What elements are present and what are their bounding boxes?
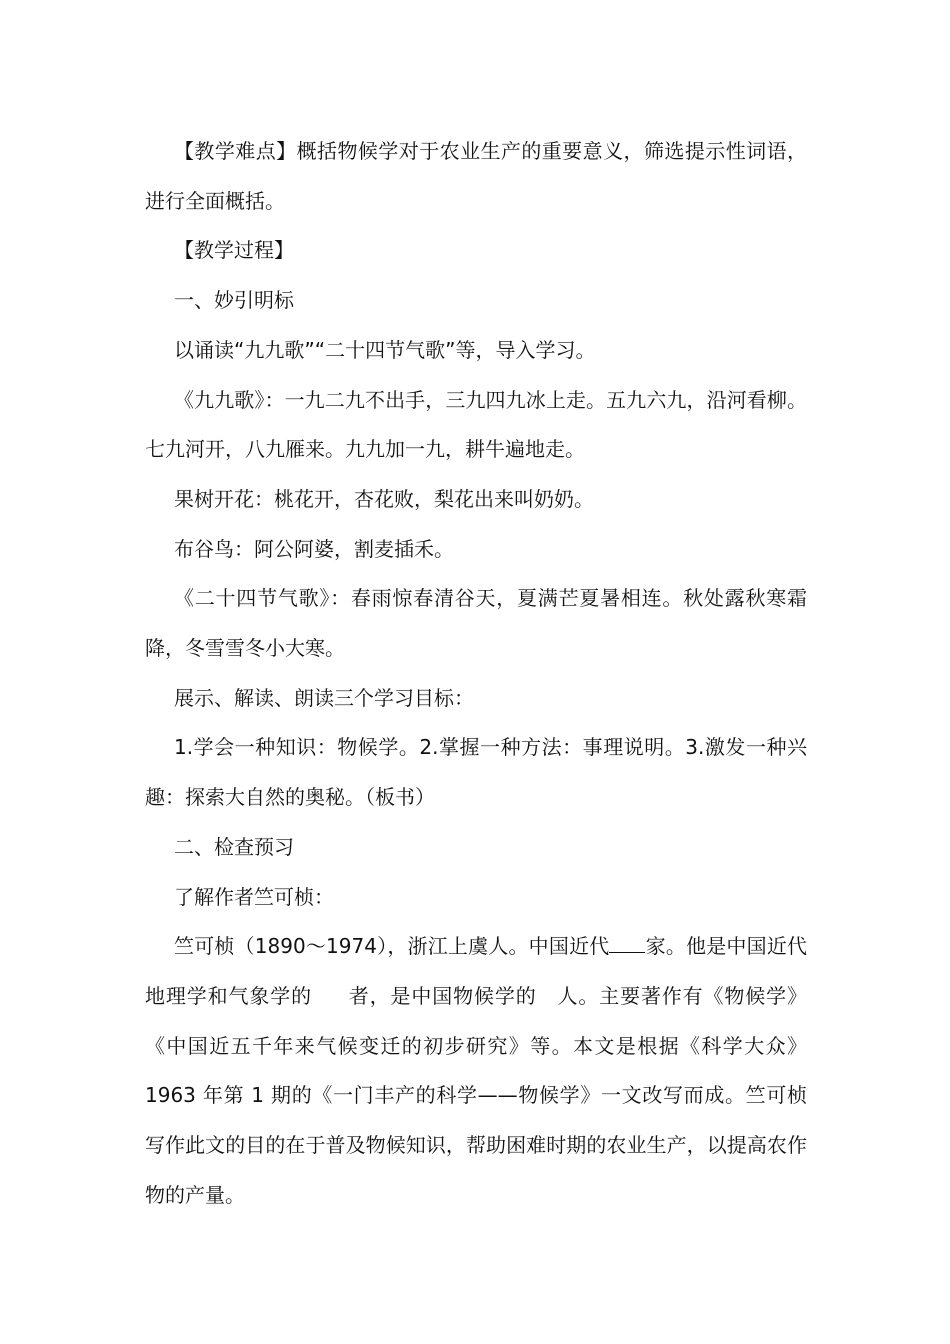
paragraph-introduction: 以诵读“九九歌”“二十四节气歌”等，导入学习。 <box>174 337 596 362</box>
paragraph-learning-goals-intro: 展示、解读、朗读三个学习目标： <box>174 685 474 710</box>
author-bio-part-4: 人。主要著作有《物候学》《中国近五千年来气候变迁的初步研究》等。本文是根据《科学大众》1963 年第 1 期的《一门丰产的科学——物候学》一文改写而成。竺可桢写作此文的目的在于普及物候知识，帮助困难时期的农业生产，以提高农作物的产量。 <box>145 983 808 1207</box>
document-body <box>145 127 807 1220</box>
paragraph-section-two-heading: 二、检查预习 <box>174 834 294 859</box>
paragraph-section-one-heading: 一、妙引明标 <box>174 288 294 313</box>
paragraph-teaching-process-heading: 【教学过程】 <box>174 238 294 263</box>
author-bio-part-3: 者，是中国物候学的 <box>347 983 537 1008</box>
paragraph-teaching-difficulty: 【教学难点】概括物候学对于农业生产的重要意义，筛选提示性词语，进行全面概括。 <box>145 139 807 213</box>
author-bio-part-1: 竺可桢（1890～1974），浙江上虞人。中国近代 <box>174 934 610 959</box>
paragraph-fruit-tree-blossom: 果树开花：桃花开，杏花败，梨花出来叫奶奶。 <box>174 486 594 511</box>
paragraph-jiujiu-song: 《九九歌》：一九二九不出手，三九四九冰上走。五九六九，沿河看柳。七九河开，八九雁来。九九加一九，耕牛遍地走。 <box>145 387 807 462</box>
author-bio-part-2: 家。他是中国近代地理学和气象学的 <box>145 934 808 1008</box>
paragraph-solar-terms-song: 《二十四节气歌》：春雨惊春清谷天，夏满芒夏暑相连。秋处露秋寒霜降，冬雪雪冬小大寒。 <box>145 586 807 661</box>
paragraph-about-author-heading: 了解作者竺可桢： <box>174 884 334 909</box>
paragraph-author-bio <box>145 922 807 1220</box>
paragraph-learning-goals: 1.学会一种知识：物候学。2.掌握一种方法：事理说明。3.激发一种兴趣：探索大自然的奥秘。（板书） <box>145 735 807 810</box>
fill-in-blank <box>609 952 645 953</box>
paragraph-cuckoo: 布谷鸟：阿公阿婆，割麦插禾。 <box>174 536 454 561</box>
